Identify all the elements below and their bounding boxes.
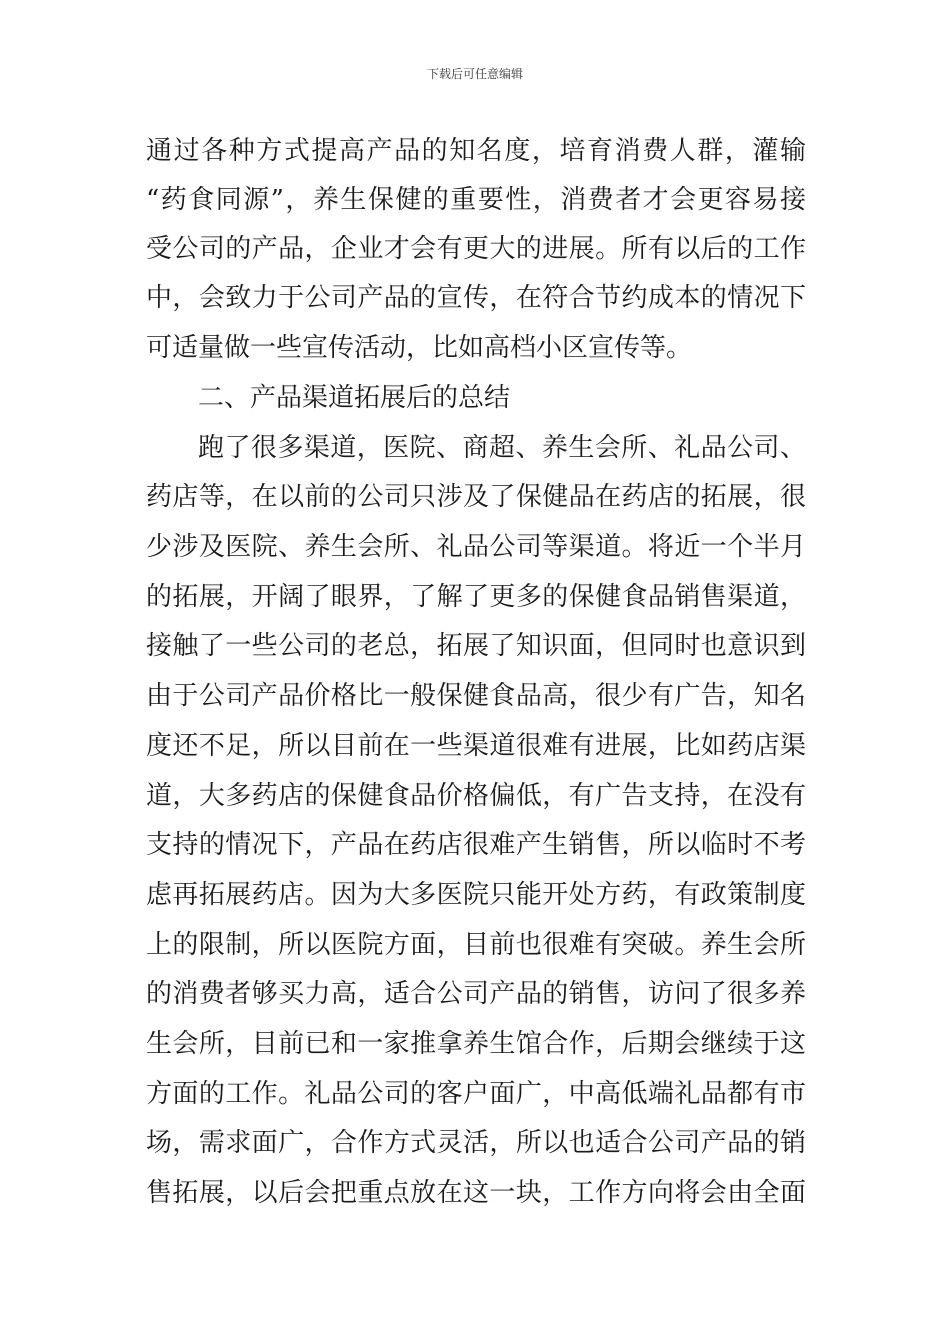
text-line: 由于公司产品价格比一般保健食品高，很少有广告，知名: [146, 681, 806, 711]
text-line: 通过各种方式提高产品的知名度，培育消费人群，灌输: [146, 136, 806, 166]
page-header: 下载后可任意编辑: [426, 67, 523, 81]
text-line: 药店等，在以前的公司只涉及了保健品在药店的拓展，很: [146, 482, 806, 512]
text-line: 可适量做一些宣传活动，比如高档小区宣传等。: [146, 333, 693, 363]
text-line: 方面的工作。礼品公司的客户面广，中高低端礼品都有市: [146, 1079, 806, 1109]
text-line: 道，大多药店的保健食品价格偏低，有广告支持，在没有: [146, 781, 806, 811]
text-line: 售拓展，以后会把重点放在这一块，工作方向将会由全面: [146, 1178, 806, 1208]
text-line: 的消费者够买力高，适合公司产品的销售，访问了很多养: [146, 979, 806, 1009]
text-line: 度还不足，所以目前在一些渠道很难有进展，比如药店渠: [146, 731, 806, 761]
section-heading: 二、产品渠道拓展后的总结: [198, 383, 511, 413]
text-line: 场，需求面广，合作方式灵活，所以也适合公司产品的销: [146, 1128, 806, 1158]
text-line: 生会所，目前已和一家推拿养生馆合作，后期会继续于这: [146, 1029, 806, 1059]
text-line: 受公司的产品，企业才会有更大的进展。所有以后的工作: [146, 234, 806, 264]
text-line: 支持的情况下，产品在药店很难产生销售，所以临时不考: [146, 830, 806, 860]
text-line: 虑再拓展药店。因为大多医院只能开处方药，有政策制度: [146, 880, 806, 910]
text-line: 中，会致力于公司产品的宣传，在符合节约成本的情况下: [146, 283, 806, 313]
text-line: 接触了一些公司的老总，拓展了知识面，但同时也意识到: [146, 631, 806, 661]
text-line: 的拓展，开阔了眼界，了解了更多的保健食品销售渠道，: [146, 582, 806, 612]
text-line: 跑了很多渠道，医院、商超、养生会所、礼品公司、: [198, 433, 806, 463]
text-line: 上的限制，所以医院方面，目前也很难有突破。养生会所: [146, 930, 806, 960]
text-line: 少涉及医院、养生会所、礼品公司等渠道。将近一个半月: [146, 532, 806, 562]
text-line: “药食同源”，养生保健的重要性，消费者才会更容易接: [146, 185, 806, 215]
